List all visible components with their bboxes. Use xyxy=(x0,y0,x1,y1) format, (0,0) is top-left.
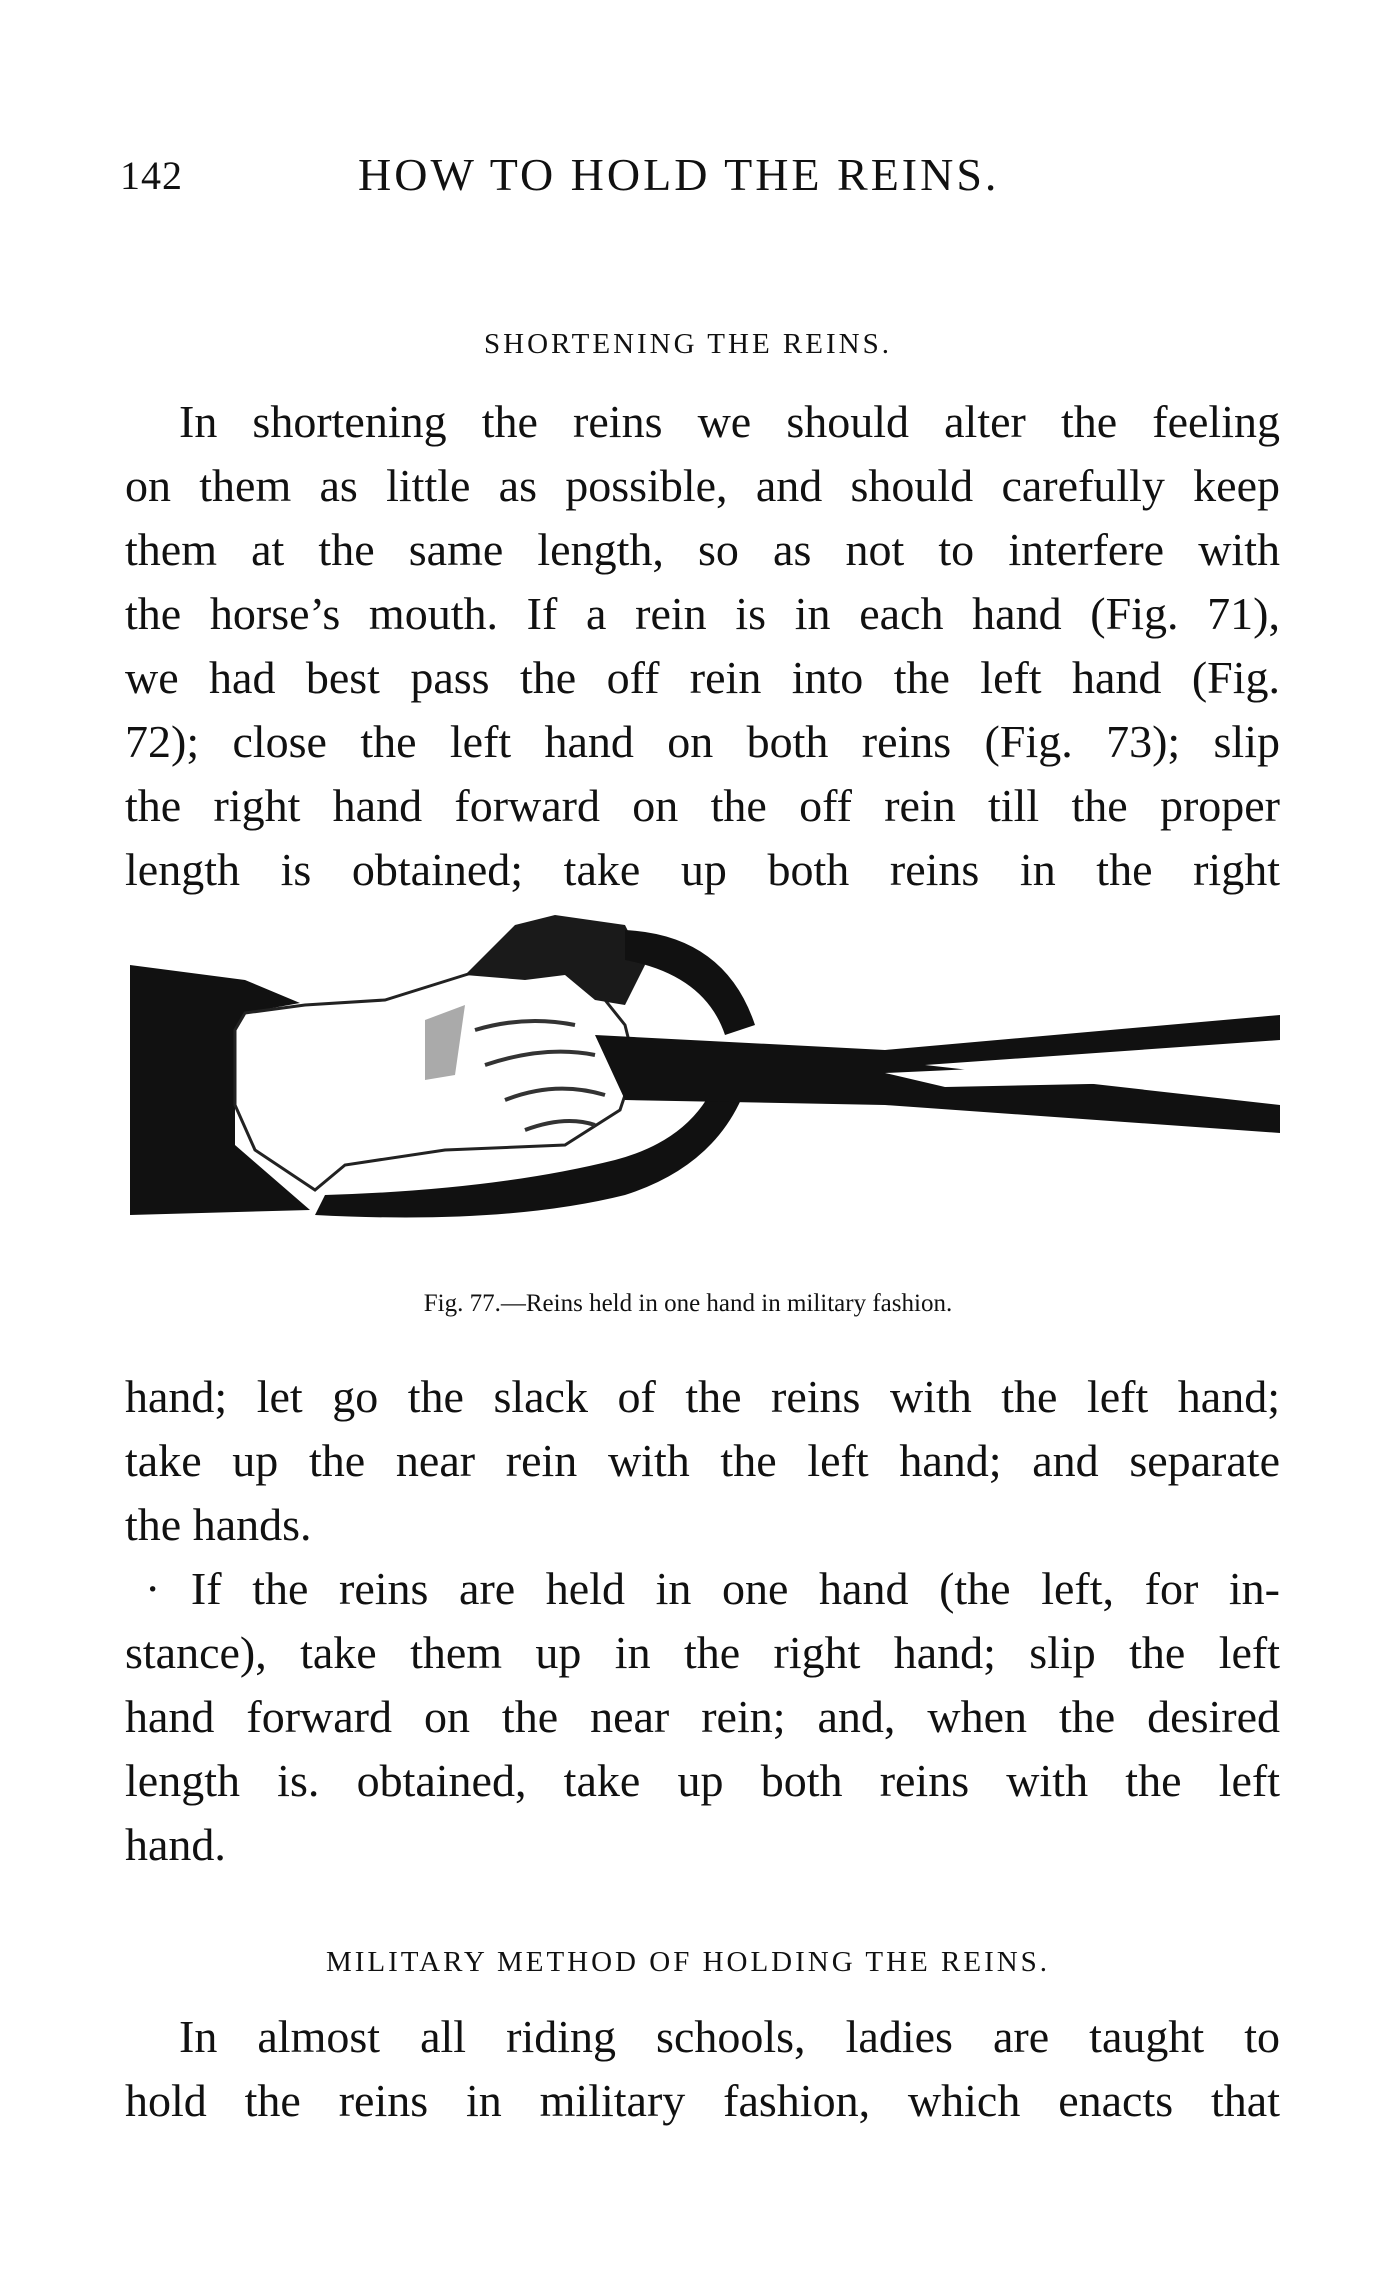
rein-loop-upper xyxy=(625,930,755,1035)
figure-military-hand xyxy=(125,905,1285,1235)
text-line: In almost all riding schools, ladies are taught to xyxy=(179,2011,1280,2062)
text-line: · If the reins are held in one hand (the left, for in- xyxy=(145,1563,1280,1614)
text-line: stance), take them up in the right hand; slip the left xyxy=(125,1627,1280,1678)
text-line: 72); close the left hand on both reins (Fig. 73); slip xyxy=(125,716,1280,767)
text-line: the right hand forward on the off rein till the proper xyxy=(125,780,1280,831)
text-line: length is obtained; take up both reins in the right xyxy=(125,844,1280,895)
text-line: we had best pass the off rein into the left hand (Fig. xyxy=(125,652,1280,703)
paragraph-shortening xyxy=(125,390,1280,902)
text-line: length is. obtained, take up both reins with the left xyxy=(125,1755,1280,1806)
text-line: on them as little as possible, and should carefully keep xyxy=(125,460,1280,511)
section-heading-shortening: SHORTENING THE REINS. xyxy=(484,328,892,360)
text-line: take up the near rein with the left hand; and separate xyxy=(125,1435,1280,1486)
paragraph-military xyxy=(125,2005,1280,2133)
paragraph-one-hand xyxy=(125,1557,1280,1877)
text-line: In shortening the reins we should alter the feeling xyxy=(179,396,1280,447)
text-line: them at the same length, so as not to interfere with xyxy=(125,524,1280,575)
section-heading-military: MILITARY METHOD OF HOLDING THE REINS. xyxy=(325,1946,1051,1978)
running-title: HOW TO HOLD THE REINS. xyxy=(358,149,1000,200)
text-line: the hands. xyxy=(125,1499,312,1550)
hand-illustration xyxy=(125,905,1285,1235)
text-line: the horse’s mouth. If a rein is in each hand (Fig. 71), xyxy=(125,588,1280,639)
page-header xyxy=(120,148,1280,208)
figure-caption: Fig. 77.—Reins held in one hand in military fashion. xyxy=(423,1290,953,1317)
text-line: hand. xyxy=(125,1819,226,1870)
page-number: 142 xyxy=(120,153,183,198)
paragraph-continuation xyxy=(125,1365,1280,1557)
text-line: hand forward on the near rein; and, when the desired xyxy=(125,1691,1280,1742)
text-line: hold the reins in military fashion, which enacts that xyxy=(125,2075,1280,2126)
text-line: hand; let go the slack of the reins with the left hand; xyxy=(125,1371,1280,1422)
